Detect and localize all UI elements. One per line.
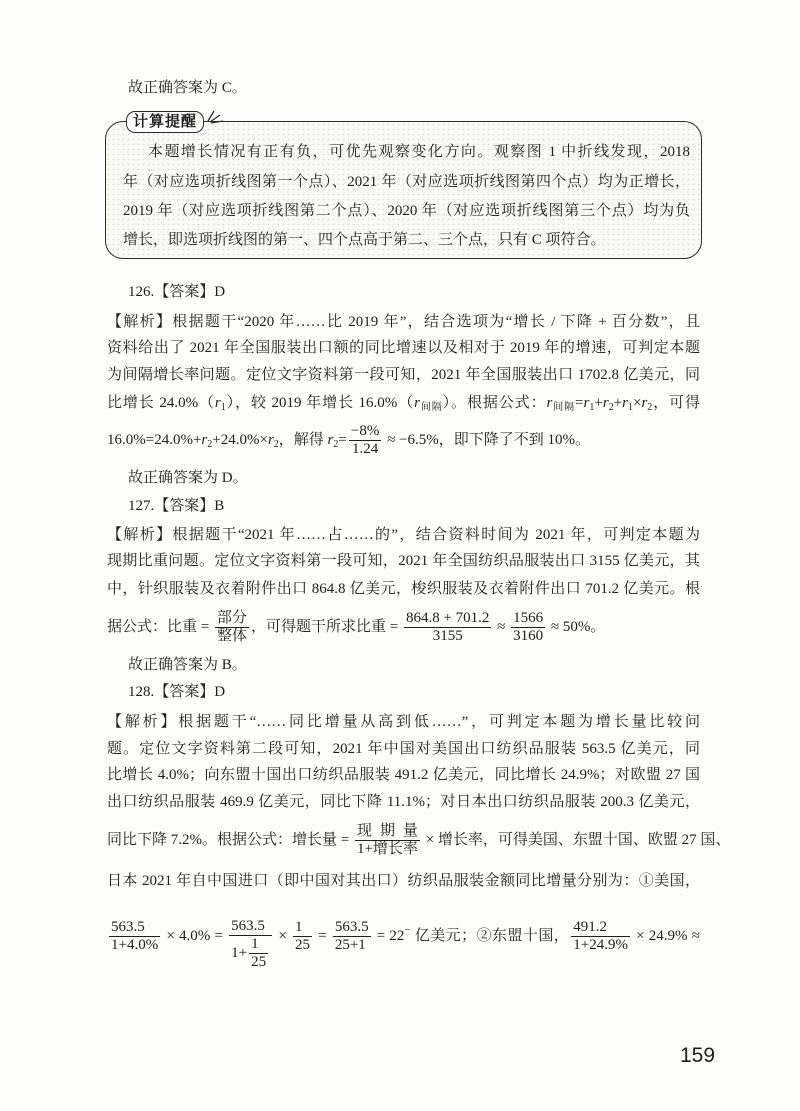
variable-r: r <box>641 395 648 411</box>
tip-line: 增长，即选项折线图的第一、四个点高于第二、三个点，只有 C 项符合。 <box>123 232 606 248</box>
fraction <box>404 610 491 645</box>
prev-answer-conclusion: 故正确答案为 C。 <box>128 80 247 96</box>
fraction-numerator: 491.2 <box>571 919 630 937</box>
operator: + <box>594 395 603 411</box>
fraction-denominator: 3160 <box>513 628 544 644</box>
text-segment: ≈ −6.5%，即下降了不到 10%。 <box>383 431 591 448</box>
text-segment: ，解得 <box>278 431 328 448</box>
q128-analysis-line: 【解析】根据题干“……同比增量从高到低……”，可判定本题为增长量比较问 <box>107 714 700 730</box>
q127-analysis-line: 【解析】根据题干“2021 年……占……的”，结合资料时间为 2021 年，可判定本题为 <box>107 527 700 543</box>
fraction <box>511 610 545 645</box>
fraction-denominator: 1+增长率 <box>356 841 418 857</box>
fraction-denominator: 1+24.9% <box>573 937 628 953</box>
fraction <box>109 919 160 954</box>
variable-r: r <box>267 431 274 448</box>
q128-calculation-line <box>107 910 700 970</box>
q127-formula-line <box>107 610 700 645</box>
text-segment: = <box>313 927 331 944</box>
nested-fraction <box>229 918 272 971</box>
q128-analysis-line: 题。定位文字资料第二段可知，2021 年中国对美国出口纺织品服装 563.5 亿美元，同 <box>107 741 700 757</box>
fraction-denominator: 25 <box>251 954 267 970</box>
denominator-prefix: 1+ <box>231 944 248 961</box>
text-segment: = 22 <box>372 927 405 944</box>
q128-analysis-line: 出口纺织品服装 469.9 亿美元，同比下降 11.1%；对日本出口纺织品服装 200.3 亿美元， <box>107 794 700 810</box>
text-segment: ）。根据公式： <box>442 395 547 411</box>
q128-formula-line <box>107 823 731 858</box>
fraction-numerator: 部分 <box>216 610 247 626</box>
q126-analysis-line: 资料给出了 2021 年全国服装出口额的同比增速以及相对于 2019 年的增速，可判定本题 <box>107 340 700 356</box>
variable-r: r <box>602 395 609 411</box>
subscript: 2 <box>608 402 614 413</box>
fraction-denominator: 25 <box>294 937 310 953</box>
page-number: 159 <box>680 1044 716 1067</box>
fraction-denominator: 1.24 <box>351 441 379 457</box>
q128-analysis-line: 比增长 4.0%；向东盟十国出口纺织品服装 491.2 亿美元，同比增长 24.9%；对欧盟 27 国 <box>107 767 700 783</box>
fraction-numerator: 563.5 <box>109 919 160 937</box>
fraction-numerator: 1566 <box>513 610 544 626</box>
variable-r: r <box>327 431 334 448</box>
q126-conclusion: 故正确答案为 D。 <box>128 470 248 486</box>
q128-answer-heading: 128.【答案】D <box>128 684 226 700</box>
q126-formula-line <box>107 393 700 418</box>
fraction-denominator: 3155 <box>432 628 463 644</box>
subscript: 间隔 <box>419 402 443 413</box>
text-segment: ，可得题干所求比重 = <box>250 618 402 635</box>
fraction-denominator: 整体 <box>216 628 247 644</box>
q127-answer-heading: 127.【答案】B <box>128 498 225 514</box>
subscript: 1 <box>627 402 633 413</box>
text-segment: 据公式：比重 = <box>107 618 213 635</box>
fraction <box>215 610 249 645</box>
text-segment: 16.0%=24.0%+ <box>107 431 202 448</box>
fraction-denominator: 25+1 <box>334 937 366 953</box>
q126-analysis-line: 为间隔增长率问题。定位文字资料第一段可知，2021 年全国服装出口 1702.8 亿美元，同 <box>107 367 700 383</box>
text-segment: 同比下降 7.2%。根据公式：增长量 = <box>107 831 353 848</box>
fraction <box>293 919 312 954</box>
q127-analysis-line: 中，针织服装及衣着附件出口 864.8 亿美元，梭织服装及衣着附件出口 701.2 亿美元。根 <box>107 581 700 597</box>
sparkle-rays-icon <box>206 108 226 124</box>
fraction-denominator <box>229 936 272 971</box>
subscript: 2 <box>207 438 213 450</box>
subscript: 间隔 <box>552 402 576 413</box>
variable-r: r <box>622 395 628 411</box>
subscript: 2 <box>333 438 339 450</box>
text-segment: × 24.9% ≈ <box>631 927 700 944</box>
fraction-numerator: 1 <box>249 936 268 954</box>
q126-analysis-line: 【解析】根据题干“2020 年……比 2019 年”，结合选项为“增长 / 下降 + 百分数”，且 <box>107 314 700 330</box>
operator: × <box>632 395 642 411</box>
fraction <box>333 919 371 954</box>
calculation-tip-label: 计算提醒 <box>126 111 204 133</box>
variable-r: r <box>201 431 208 448</box>
superscript: − <box>404 923 411 936</box>
q126-solution-line <box>107 423 700 458</box>
tip-line: 2019 年（对应选项折线图第二个点）、2020 年（对应选项折线图第三个点）均为负 <box>123 203 690 219</box>
fraction-numerator: 563.5 <box>334 919 369 935</box>
text-segment: ，可得 <box>652 395 701 411</box>
q128-analysis-line: 日本 2021 年自中国进口（即中国对其出口）纺织品服装金额同比增量分别为：①美国， <box>107 873 700 889</box>
text-segment: ），较 2019 年增长 16.0%（ <box>225 395 415 411</box>
subscript: 1 <box>589 402 595 413</box>
variable-r: r <box>546 395 553 411</box>
subscript: 2 <box>647 402 653 413</box>
tip-line: 本题增长情况有正有负，可优先观察变化方向。观察图 1 中折线发现，2018 <box>148 144 690 160</box>
subscript: 2 <box>273 438 279 450</box>
text-segment: × 增长率，可得美国、东盟十国、欧盟 27 国、 <box>421 831 731 848</box>
variable-r: r <box>583 395 590 411</box>
operator: = <box>575 395 584 411</box>
text-segment: ≈ <box>493 618 510 635</box>
fraction-numerator: 864.8 + 701.2 <box>405 610 490 626</box>
q127-conclusion: 故正确答案为 B。 <box>128 657 247 673</box>
fraction <box>571 919 630 954</box>
fraction-numerator: 1 <box>293 919 312 937</box>
text-segment: × <box>274 927 291 944</box>
fraction <box>249 936 268 971</box>
q127-analysis-line: 现期比重问题。定位文字资料第一段可知，2021 年全国纺织品服装出口 3155 亿美元，其 <box>107 553 700 569</box>
variable-r: r <box>214 395 221 411</box>
text-segment: +24.0%× <box>212 431 268 448</box>
operator: = <box>338 431 347 448</box>
text-segment: × 4.0% = <box>162 927 228 944</box>
fraction-numerator: −8% <box>350 423 380 439</box>
fraction <box>349 423 381 458</box>
text-segment: 亿美元；②东盟十国， <box>410 927 570 944</box>
operator: + <box>613 395 623 411</box>
text-segment: 比增长 24.0%（ <box>107 395 215 411</box>
fraction-numerator: 563.5 <box>229 918 272 936</box>
tip-line: 年（对应选项折线图第一个点）、2021 年（对应选项折线图第四个点）均为正增长， <box>123 174 690 190</box>
fraction <box>355 823 420 858</box>
variable-r: r <box>414 395 420 411</box>
q126-answer-heading: 126.【答案】D <box>128 284 226 300</box>
fraction-denominator: 1+4.0% <box>111 937 159 953</box>
subscript: 1 <box>220 402 226 413</box>
text-segment: ≈ 50%。 <box>547 618 606 635</box>
fraction-numerator: 现期量 <box>356 823 418 839</box>
